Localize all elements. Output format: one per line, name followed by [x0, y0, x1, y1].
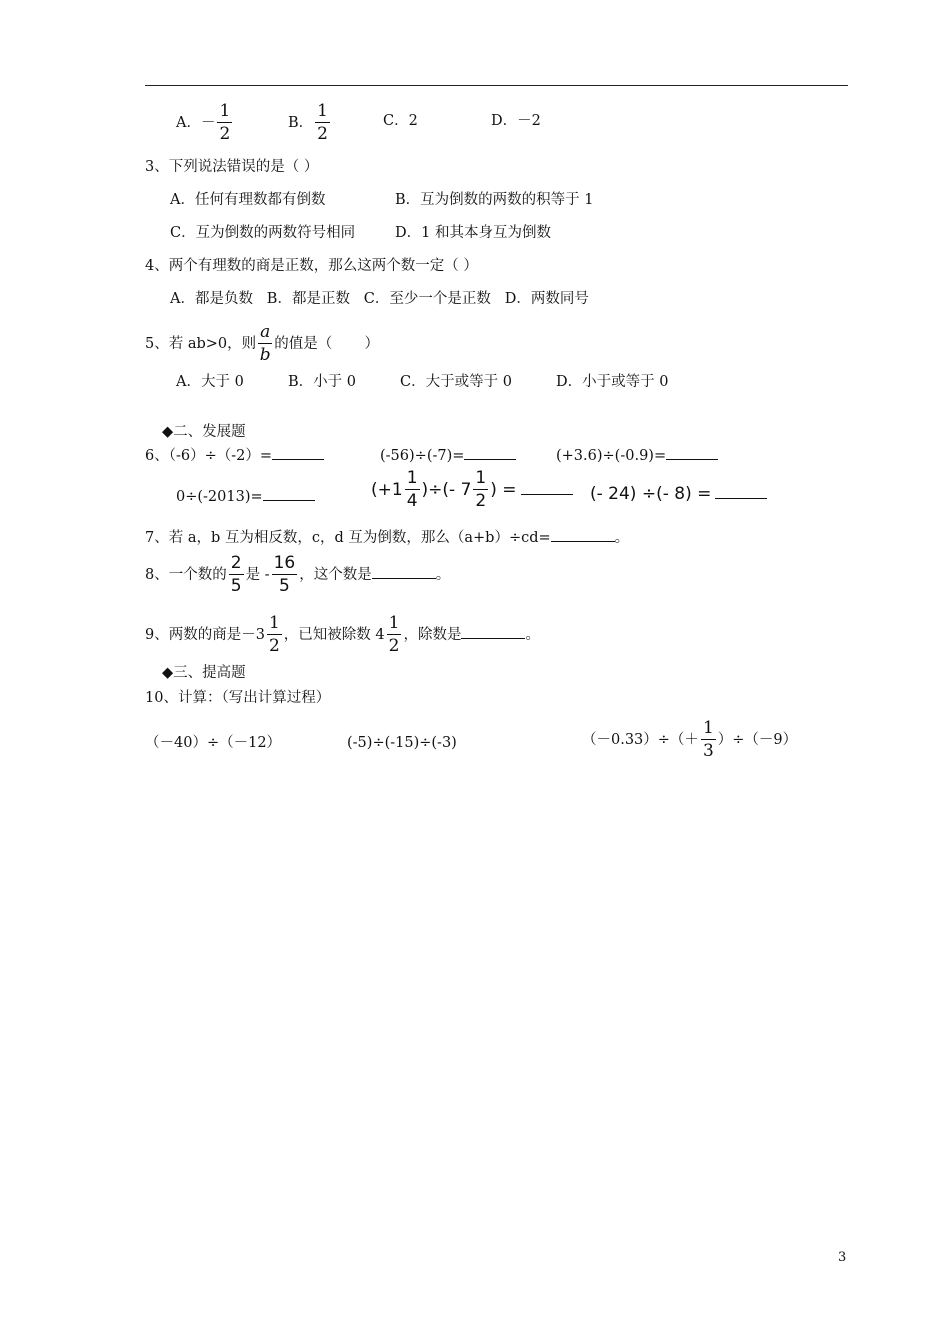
denominator: 5 — [230, 576, 242, 596]
q8 — [145, 555, 450, 595]
q3-option-a: A．任何有理数都有倒数 — [170, 192, 326, 208]
q3-option-d: D．1 和其本身互为倒数 — [395, 225, 551, 241]
denominator: 2 — [268, 636, 280, 656]
fraction — [387, 615, 402, 655]
fraction — [229, 555, 244, 595]
numerator: 1 — [475, 468, 487, 488]
q6-expr-3 — [556, 445, 718, 465]
q2-option-c: C．2 — [383, 113, 418, 129]
q8-mid: 是 - — [245, 567, 270, 583]
expression-part: ) = — [490, 480, 517, 500]
q9 — [145, 615, 540, 655]
fraction — [405, 470, 420, 510]
q9-prefix: 9、两数的商是－3 — [145, 627, 265, 643]
q3-option-c: C．互为倒数的两数符号相同 — [170, 225, 356, 241]
answer-blank — [372, 564, 436, 579]
q5-option-c: C．大于或等于 0 — [400, 374, 512, 390]
expression-part: (+1 — [371, 480, 403, 500]
expression-part: ）÷（－9） — [717, 732, 798, 748]
q3-option-b: B．互为倒数的两数的积等于 1 — [395, 192, 594, 208]
answer-blank — [551, 527, 615, 542]
q6-expr-5 — [371, 470, 573, 510]
answer-blank — [272, 445, 324, 460]
q5-suffix: 的值是（ ） — [274, 336, 380, 352]
q6-expr-6 — [590, 484, 767, 504]
q10-expr-3 — [582, 720, 797, 760]
q4-options: A．都是负数 B．都是正数 C．至少一个是正数 D．两数同号 — [170, 291, 589, 307]
q2-option-b — [288, 103, 332, 143]
q2-option-d: D．－2 — [491, 113, 541, 129]
q10-expr-1: （－40）÷（－12） — [145, 735, 282, 751]
q10-expr-2: (-5)÷(-15)÷(-3) — [347, 735, 457, 751]
denominator: 3 — [702, 741, 714, 761]
expression: 6、（-6）÷（-2）= — [145, 448, 273, 464]
q7-text: 7、若 a，b 互为相反数，c，d 互为倒数，那么（a+b）÷cd= — [145, 530, 551, 546]
q8-end: 。 — [435, 567, 451, 583]
fraction — [267, 615, 282, 655]
section-heading-2: ◆二、发展题 — [162, 424, 246, 440]
q9-mid: ，已知被除数 4 — [283, 627, 385, 643]
q2-option-a — [176, 103, 234, 143]
section-heading-3: ◆三、提高题 — [162, 665, 246, 681]
q7 — [145, 527, 629, 547]
answer-blank — [715, 484, 767, 499]
expression-part: （－0.33）÷（＋ — [582, 732, 699, 748]
q10-stem: 10、计算：（写出计算过程） — [145, 690, 331, 706]
q4-stem: 4、两个有理数的商是正数，那么这两个数一定（ ） — [145, 258, 478, 274]
numerator: 1 — [219, 101, 231, 121]
fraction — [701, 720, 716, 760]
expression-part: )÷(- 7 — [421, 480, 472, 500]
answer-blank — [263, 486, 315, 501]
fraction — [217, 103, 232, 143]
q5-option-d: D．小于或等于 0 — [556, 374, 669, 390]
q7-end: 。 — [614, 530, 630, 546]
answer-blank — [521, 480, 573, 495]
numerator: 1 — [702, 718, 714, 738]
numerator: 1 — [388, 613, 400, 633]
fraction — [258, 324, 272, 364]
numerator: a — [260, 322, 271, 342]
q9-end: 。 — [525, 627, 540, 643]
expression: (- 24) ÷(- 8) = — [590, 484, 712, 504]
option-label: A． — [176, 115, 201, 131]
q5-option-b: B．小于 0 — [288, 374, 356, 390]
header-rule — [145, 85, 848, 86]
fraction — [272, 555, 298, 595]
numerator: 1 — [317, 101, 328, 121]
q6-expr-1 — [145, 445, 324, 465]
answer-blank — [666, 445, 718, 460]
denominator: 2 — [475, 491, 487, 511]
denominator: 2 — [317, 124, 328, 144]
q9-suffix: ，除数是 — [403, 627, 462, 643]
denominator: 2 — [388, 636, 400, 656]
fraction — [473, 470, 488, 510]
numerator: 1 — [268, 613, 280, 633]
denominator: 4 — [406, 491, 418, 511]
denominator: 5 — [278, 576, 290, 596]
answer-blank — [464, 445, 516, 460]
q8-suffix: ，这个数是 — [299, 567, 372, 583]
q5-prefix: 5、若 ab>0，则 — [145, 336, 257, 352]
minus-sign: － — [200, 115, 216, 131]
q5-option-a: A．大于 0 — [176, 374, 244, 390]
denominator: b — [259, 345, 271, 365]
q3-stem: 3、下列说法错误的是（ ） — [145, 159, 319, 175]
denominator: 2 — [219, 124, 231, 144]
q6-expr-4 — [176, 486, 315, 506]
q6-expr-2 — [380, 445, 516, 465]
expression: (+3.6)÷(-0.9)= — [556, 448, 667, 464]
q8-prefix: 8、一个数的 — [145, 567, 227, 583]
option-label: B． — [288, 115, 314, 131]
expression: (-56)÷(-7)= — [380, 448, 465, 464]
answer-blank — [461, 624, 525, 639]
numerator: 16 — [273, 553, 296, 573]
numerator: 1 — [406, 468, 418, 488]
expression: 0÷(-2013)= — [176, 489, 263, 505]
q5-stem — [145, 324, 379, 364]
numerator: 2 — [230, 553, 242, 573]
fraction — [315, 103, 330, 143]
page-number: 3 — [838, 1250, 847, 1265]
